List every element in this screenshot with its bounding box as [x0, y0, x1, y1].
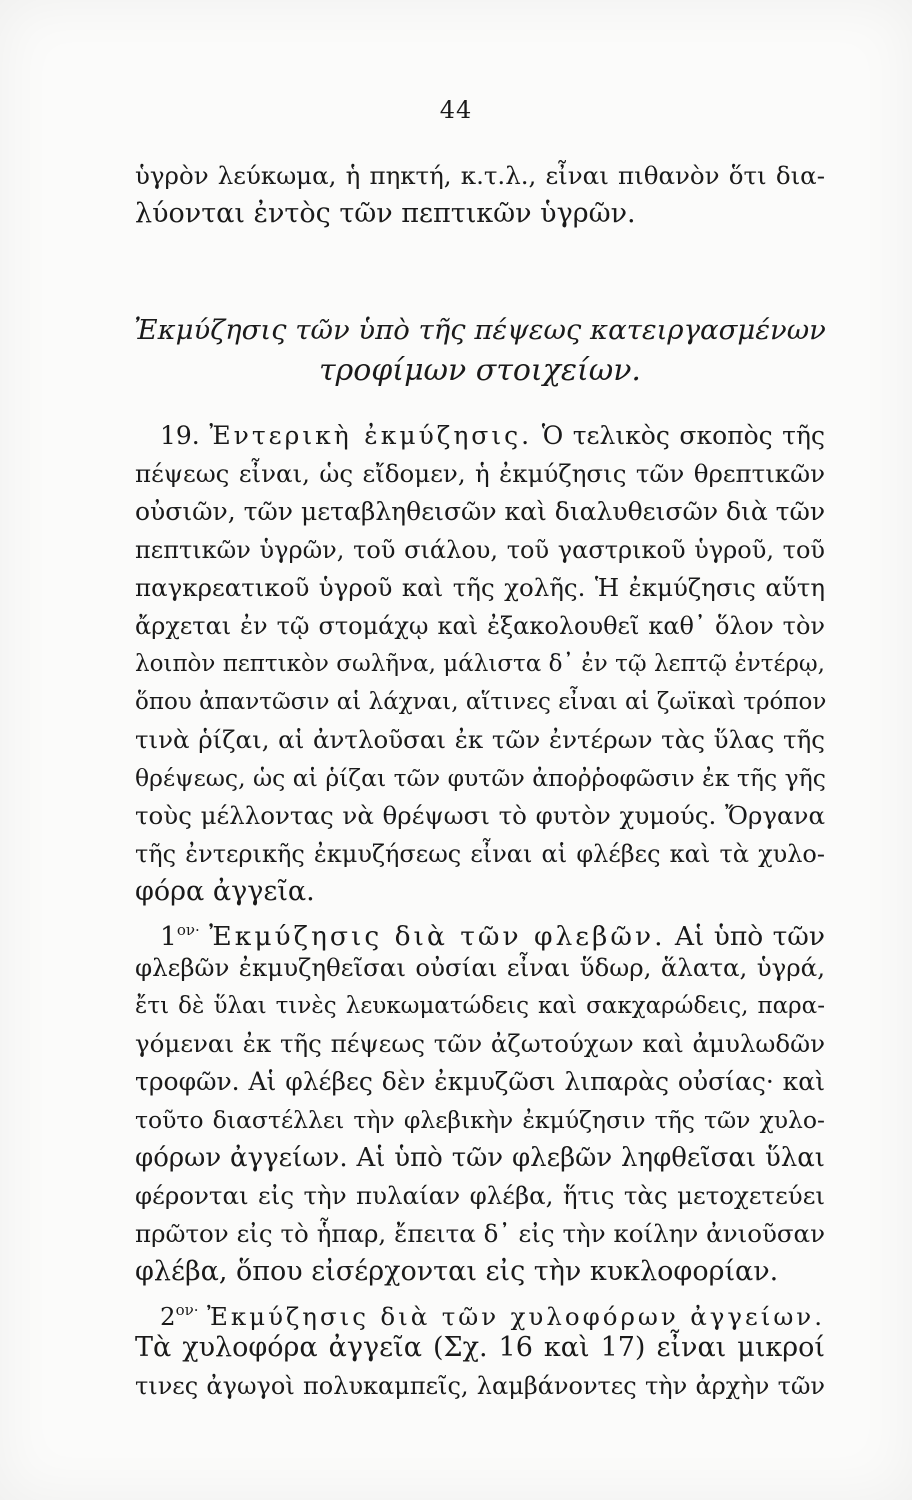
subsection-ordinal: 1	[160, 921, 177, 952]
subsection-ordinal: 2	[160, 1302, 176, 1331]
text-line: οὐσιῶν, τῶν μεταβληθεισῶν καὶ διαλυθεισῶν διὰ τῶν	[135, 497, 826, 526]
text-run: Αἱ ὑπὸ τῶν	[674, 921, 825, 952]
text-line: τινες ἀγωγοὶ πολυκαμπεῖς, λαμβάνοντες τὴν ἀρχὴν τῶν	[135, 1372, 825, 1400]
text-run: Ὁ τελικὸς σκοπὸς τῆς	[541, 421, 825, 450]
text-line: τῆς ἐντερικῆς ἐκμυζήσεως εἶναι αἱ φλέβες καὶ τὰ χυλο-	[135, 840, 825, 868]
text-line: πέψεως εἶναι, ὡς εἴδομεν, ἡ ἐκμύζησις τῶν θρεπτικῶν	[135, 459, 825, 488]
section-heading: τροφίμων στοιχείων.	[319, 353, 641, 388]
paragraph-first-line	[160, 420, 825, 452]
section-number: 19.	[160, 421, 200, 450]
ordinal-suffix: ον·	[176, 921, 200, 939]
subsection-title: Ἐκμύζησις διὰ τῶν φλεβῶν.	[209, 921, 666, 952]
text-line: φλέβα, ὅπου εἰσέρχονται εἰς τὴν κυκλοφορίαν.	[135, 1256, 779, 1287]
text-line: πεπτικῶν ὑγρῶν, τοῦ σιάλου, τοῦ γαστρικοῦ ὑγροῦ, τοῦ	[135, 536, 825, 564]
text-line: γόμεναι ἐκ τῆς πέψεως τῶν ἀζωτούχων καὶ ἀμυλωδῶν	[135, 1029, 825, 1058]
text-line: παγκρεατικοῦ ὑγροῦ καὶ τῆς χολῆς. Ἡ ἐκμύζησις αὕτη	[135, 573, 825, 602]
text-line: λοιπὸν πεπτικὸν σωλῆνα, μάλιστα δ᾽ ἐν τῷ λεπτῷ ἐντέρῳ,	[135, 651, 825, 677]
subsection-title: Ἐκμύζησις διὰ τῶν χυλοφόρων ἀγγείων.	[206, 1302, 825, 1331]
text-line: ὅπου ἀπαντῶσιν αἱ λάχναι, αἵτινες εἶναι αἱ ζωϊκαὶ τρόπον	[135, 689, 827, 715]
text-line: Τὰ χυλοφόρα ἀγγεῖα (Σχ. 16 καὶ 17) εἶναι μικροί	[135, 1332, 825, 1363]
paragraph-first-line	[160, 914, 825, 953]
text-line: τοῦτο διαστέλλει τὴν φλεβικὴν ἐκμύζησιν τῆς τῶν χυλο-	[135, 1106, 825, 1134]
text-line: ἔτι δὲ ὕλαι τινὲς λευκωματώδεις καὶ σακχαρώδεις, παρα-	[135, 993, 825, 1019]
text-line: φλεβῶν ἐκμυζηθεῖσαι οὐσίαι εἶναι ὕδωρ, ἅλατα, ὑγρά,	[135, 953, 825, 982]
text-line: φόρων ἀγγείων. Αἱ ὑπὸ τῶν φλεβῶν ληφθεῖσαι ὕλαι	[135, 1143, 825, 1173]
text-line: ὑγρὸν λεύκωμα, ἡ πηκτή, κ.τ.λ., εἶναι πιθανὸν ὅτι δια-	[135, 161, 825, 190]
text-line: τοὺς μέλλοντας νὰ θρέψωσι τὸ φυτὸν χυμούς. Ὄργανα	[135, 801, 825, 830]
section-title: Ἐντερικὴ ἐκμύζησις.	[209, 421, 533, 450]
text-line: φόρα ἀγγεῖα.	[135, 876, 315, 907]
paragraph-first-line	[160, 1294, 825, 1333]
section-heading: Ἐκμύζησις τῶν ὑπὸ τῆς πέψεως κατειργασμένων	[134, 314, 826, 346]
text-line: φέρονται εἰς τὴν πυλαίαν φλέβα, ἥτις τὰς μετοχετεύει	[135, 1181, 825, 1210]
text-line: τινὰ ῥίζαι, αἱ ἀντλοῦσαι ἐκ τῶν ἐντέρων τὰς ὕλας τῆς	[135, 725, 825, 754]
text-line: θρέψεως, ὡς αἱ ῥίζαι τῶν φυτῶν ἀποῤῥοφῶσιν ἐκ τῆς γῆς	[135, 764, 826, 792]
text-line: ἄρχεται ἐν τῷ στομάχῳ καὶ ἐξακολουθεῖ καθ᾽ ὅλον τὸν	[135, 612, 825, 640]
page-number: 44	[439, 96, 473, 124]
text-line: τροφῶν. Αἱ φλέβες δὲν ἐκμυζῶσι λιπαρὰς οὐσίας· καὶ	[135, 1067, 825, 1096]
text-line: πρῶτον εἰς τὸ ἧπαρ, ἔπειτα δ᾽ εἰς τὴν κοίλην ἀνιοῦσαν	[135, 1219, 825, 1248]
text-line: λύονται ἐντὸς τῶν πεπτικῶν ὑγρῶν.	[135, 198, 636, 229]
ordinal-suffix: ον·	[175, 1301, 199, 1319]
